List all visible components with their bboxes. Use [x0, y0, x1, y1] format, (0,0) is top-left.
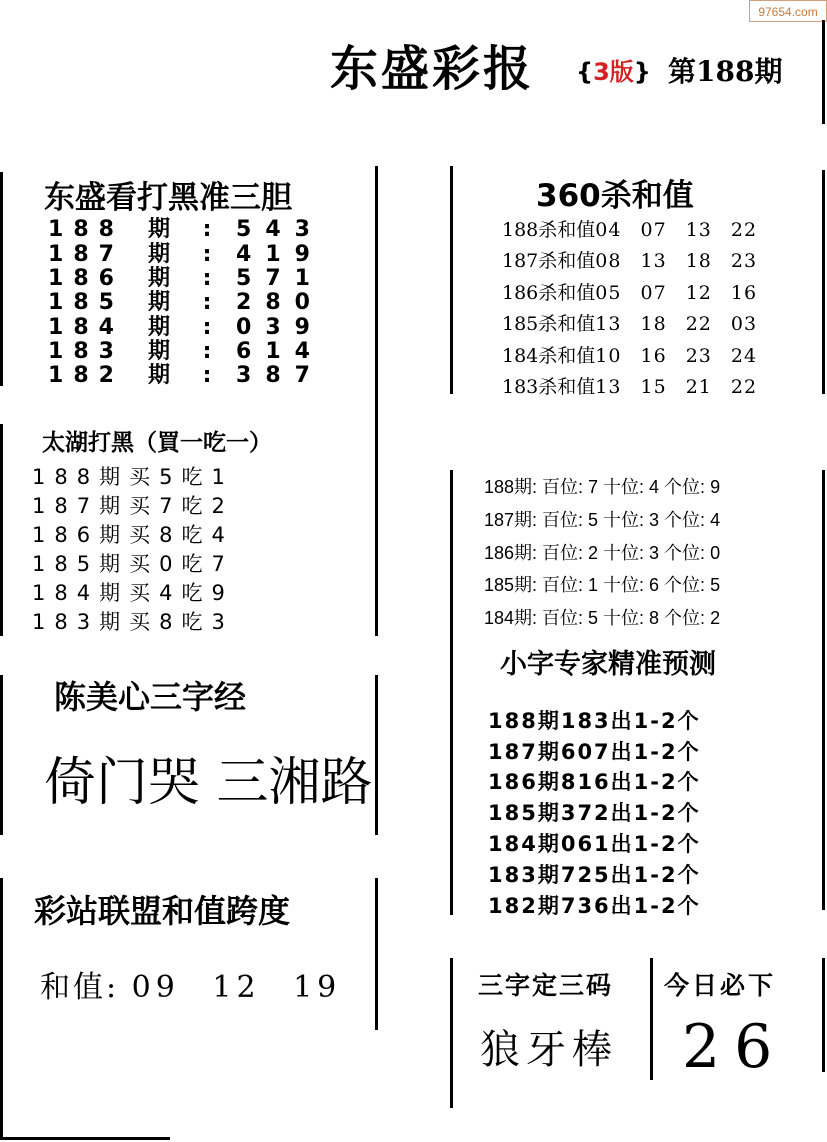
list-item — [38, 316, 330, 340]
period-label: 期 — [147, 266, 170, 291]
period: 186 — [48, 266, 124, 291]
list-item: 184期061出1-2个 — [488, 832, 701, 856]
issue-number: 第188期 — [668, 55, 783, 88]
numbers: 571 — [236, 266, 324, 291]
period-label: 期 — [147, 290, 170, 315]
list-item — [38, 267, 330, 291]
kill-values: 13 18 22 03 — [595, 313, 758, 335]
list-item: 187期买7吃2 — [32, 494, 234, 518]
separator: : — [202, 339, 212, 364]
period: 182 — [48, 363, 124, 388]
separator: : — [202, 266, 212, 291]
numbers: 387 — [236, 363, 324, 388]
numbers: 039 — [236, 315, 324, 340]
separator: : — [202, 315, 212, 340]
right-rule-2 — [822, 470, 825, 910]
separator: : — [202, 363, 212, 388]
edition-badge — [576, 52, 651, 87]
kill-values: 08 13 18 23 — [595, 250, 758, 272]
list-item: 185期372出1-2个 — [488, 801, 701, 825]
list-item: 184期: 百位: 5 十位: 8 个位: 2 — [484, 608, 721, 628]
kill-sum-heading: 360杀和值 — [536, 178, 694, 214]
list-item — [38, 364, 330, 388]
list-item — [502, 374, 757, 400]
left-rule-4 — [0, 878, 3, 1140]
chen-heading: 陈美心三字经 — [54, 678, 247, 716]
numbers: 419 — [236, 242, 324, 267]
period: 188 — [48, 217, 124, 242]
period-label: 期 — [147, 363, 170, 388]
center-rule-1 — [450, 166, 453, 394]
mid-rule-2 — [375, 675, 378, 835]
period: 187 — [48, 242, 124, 267]
list-item — [38, 218, 330, 242]
kill-values: 05 07 12 16 — [595, 282, 758, 304]
list-item: 185期: 百位: 1 十位: 6 个位: 5 — [484, 575, 721, 595]
alliance-heading: 彩站联盟和值跨度 — [34, 892, 291, 930]
kill-values: 10 16 23 24 — [595, 345, 758, 367]
center-rule-3 — [450, 958, 453, 1108]
list-item: 183期725出1-2个 — [488, 863, 701, 887]
period-label: 185杀和值 — [502, 313, 596, 335]
list-item: 183期买8吃3 — [32, 610, 234, 634]
separator: : — [202, 290, 212, 315]
period-label: 期 — [147, 217, 170, 242]
period-label: 183杀和值 — [502, 376, 596, 398]
period-label: 184杀和值 — [502, 345, 596, 367]
list-item — [38, 291, 330, 315]
list-item: 187期: 百位: 5 十位: 3 个位: 4 — [484, 510, 721, 530]
edition-close-brace: } — [633, 58, 651, 86]
today-number: 26 — [682, 1012, 787, 1082]
separator: : — [202, 217, 212, 242]
period-label: 186杀和值 — [502, 282, 596, 304]
period-label: 187杀和值 — [502, 250, 596, 272]
left-rule-1 — [0, 172, 3, 386]
left-rule-2 — [0, 424, 3, 636]
period-label: 期 — [147, 339, 170, 364]
center-rule-2 — [450, 470, 453, 915]
header-right-rule — [822, 20, 825, 124]
list-item — [502, 280, 757, 306]
black-bile-heading: 东盛看打黑准三胆 — [44, 180, 292, 216]
period-label: 期 — [147, 242, 170, 267]
list-item: 184期买4吃9 — [32, 581, 234, 605]
list-item: 182期736出1-2个 — [488, 894, 701, 918]
kill-values: 04 07 13 22 — [595, 219, 758, 241]
newspaper-title: 东盛彩报 — [330, 41, 535, 97]
list-item — [38, 340, 330, 364]
taihu-heading: 太湖打黑（買一吃一） — [42, 430, 272, 456]
box-divider-rule — [650, 958, 653, 1080]
list-item: 188期买5吃1 — [32, 465, 234, 489]
list-item — [502, 311, 757, 337]
list-item: 187期607出1-2个 — [488, 740, 701, 764]
numbers: 614 — [236, 339, 324, 364]
period-label: 期 — [147, 315, 170, 340]
right-rule-3 — [822, 958, 825, 1072]
bottom-rule — [0, 1137, 170, 1140]
sum-label: 和值: — [40, 970, 120, 1005]
list-item — [502, 217, 757, 243]
right-rule-1 — [822, 170, 825, 394]
left-rule-3 — [0, 675, 3, 835]
sum-values: 09 12 19 — [131, 970, 342, 1005]
today-heading: 今日必下 — [664, 971, 777, 1000]
period: 184 — [48, 315, 124, 340]
alliance-sum — [40, 962, 341, 1006]
list-item: 186期816出1-2个 — [488, 770, 701, 794]
site-watermark: 97654.com — [749, 0, 827, 22]
chen-poem: 倚门哭 三湘路 — [44, 753, 373, 813]
list-item: 185期买0吃7 — [32, 552, 234, 576]
expert-heading: 小字专家精准预测 — [500, 649, 716, 680]
edition-label: 3版 — [593, 58, 634, 86]
list-item: 188期183出1-2个 — [488, 709, 701, 733]
three-code-text: 狼牙棒 — [480, 1027, 618, 1073]
separator: : — [202, 242, 212, 267]
list-item — [502, 248, 757, 274]
list-item — [38, 243, 330, 267]
list-item: 186期: 百位: 2 十位: 3 个位: 0 — [484, 543, 721, 563]
list-item — [502, 343, 757, 369]
period: 185 — [48, 290, 124, 315]
numbers: 280 — [236, 290, 324, 315]
list-item: 186期买8吃4 — [32, 523, 234, 547]
period-label: 188杀和值 — [502, 219, 596, 241]
numbers: 543 — [236, 217, 324, 242]
mid-rule-3 — [375, 878, 378, 1030]
kill-values: 13 15 21 22 — [595, 376, 758, 398]
period: 183 — [48, 339, 124, 364]
three-code-heading: 三字定三码 — [478, 971, 614, 1000]
edition-open-brace: { — [576, 58, 594, 86]
list-item: 188期: 百位: 7 十位: 4 个位: 9 — [484, 477, 721, 497]
mid-rule-1 — [375, 166, 378, 636]
